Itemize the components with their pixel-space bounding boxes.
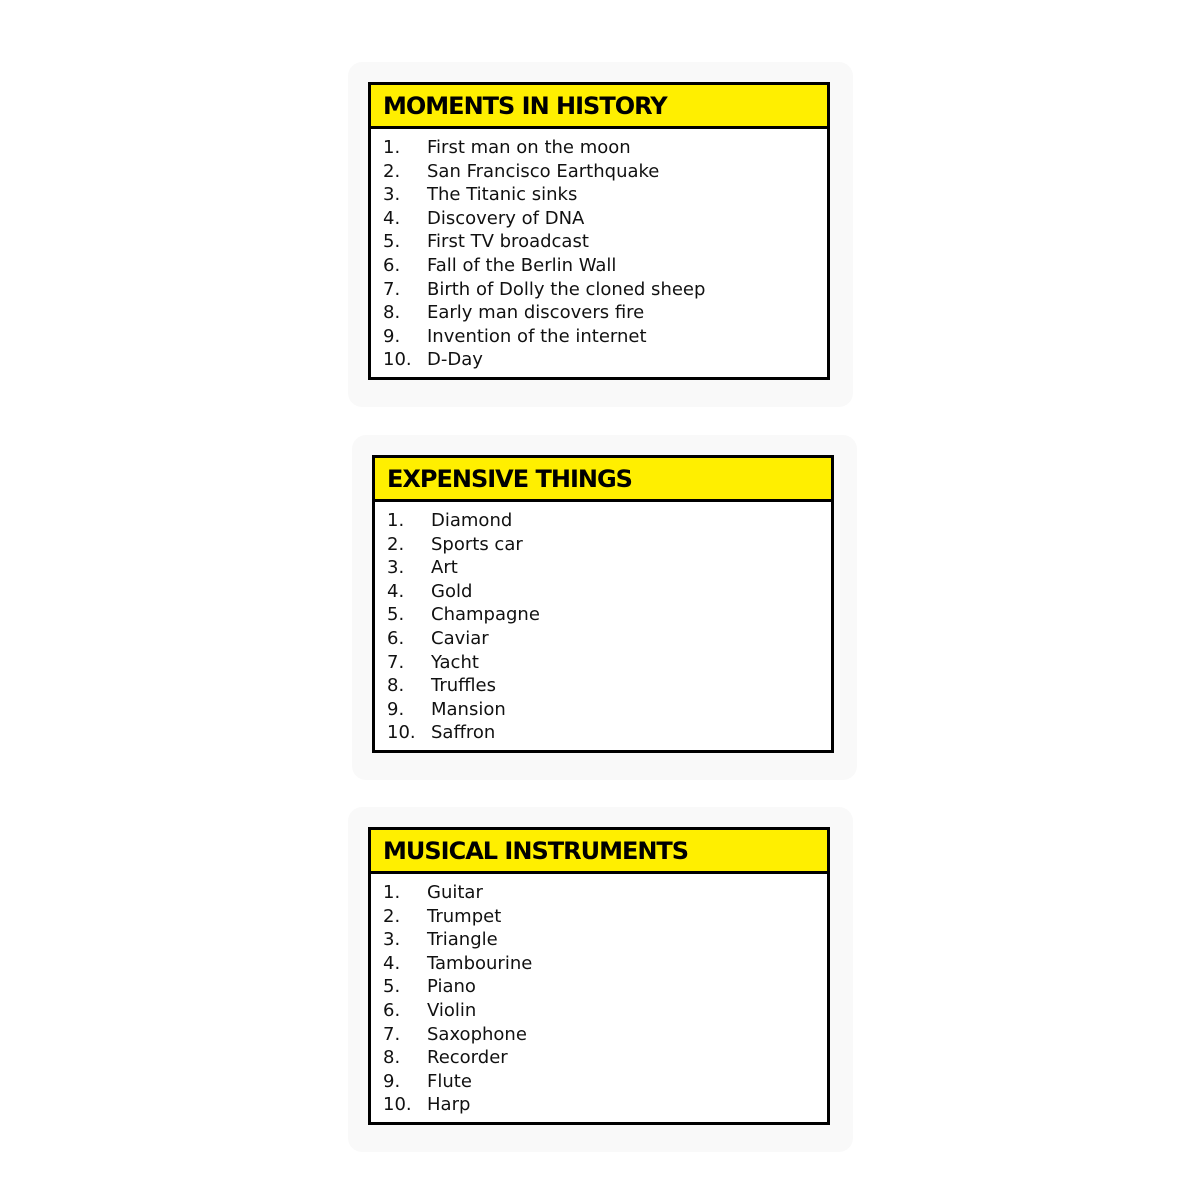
item-number: 5. [387,604,405,626]
item-number: 8. [387,675,405,697]
item-number: 10. [383,349,412,371]
list-item [383,301,827,325]
item-list [371,129,827,372]
item-text: Triangle [427,929,498,951]
list-item [383,325,827,349]
list-item [383,1023,827,1047]
list-item [383,207,827,231]
item-number: 9. [387,698,405,720]
item-text: Gold [431,580,473,602]
list-item [387,556,831,580]
item-number: 5. [383,231,401,253]
item-number: 7. [383,1023,401,1045]
item-text: Recorder [427,1047,508,1069]
item-text: Tambourine [427,952,533,974]
list-item [383,952,827,976]
card-musical-instruments [348,807,853,1152]
card-moments-in-history [348,62,853,407]
list-item [387,603,831,627]
item-number: 2. [383,160,401,182]
item-number: 3. [387,557,405,579]
card-header [371,85,827,129]
item-text: Early man discovers fire [427,302,645,324]
item-number: 10. [383,1094,412,1116]
list-item [383,136,827,160]
item-number: 4. [387,580,405,602]
list-item [387,627,831,651]
item-number: 4. [383,952,401,974]
item-text: Birth of Dolly the cloned sheep [427,278,706,300]
item-number: 2. [383,905,401,927]
item-number: 3. [383,184,401,206]
item-text: The Titanic sinks [427,184,578,206]
item-text: Truffles [431,675,497,697]
card-title: EXPENSIVE THINGS [387,464,632,493]
item-text: Yacht [431,651,479,673]
item-number: 9. [383,1070,401,1092]
card-title: MOMENTS IN HISTORY [383,91,667,120]
list-item [383,881,827,905]
item-text: Violin [427,999,477,1021]
item-text: San Francisco Earthquake [427,160,660,182]
item-list [375,502,831,745]
list-item [383,1046,827,1070]
item-number: 4. [383,207,401,229]
list-item [383,1070,827,1094]
item-number: 7. [383,278,401,300]
item-number: 6. [387,627,405,649]
item-number: 6. [383,999,401,1021]
item-text: Saxophone [427,1023,527,1045]
list-item [387,651,831,675]
item-number: 8. [383,1047,401,1069]
list-item [387,580,831,604]
list-item [383,905,827,929]
item-number: 10. [387,722,416,744]
list-item [383,999,827,1023]
list-item [387,674,831,698]
item-text: Flute [427,1070,472,1092]
list-item [383,278,827,302]
card-expensive-things [352,435,857,780]
list-item [383,975,827,999]
list-item [383,254,827,278]
list-item [383,183,827,207]
card-header [371,830,827,874]
item-text: Mansion [431,698,506,720]
item-text: First TV broadcast [427,231,589,253]
item-number: 8. [383,302,401,324]
item-text: First man on the moon [427,137,631,158]
list-item [387,533,831,557]
item-number: 5. [383,976,401,998]
card-title: MUSICAL INSTRUMENTS [383,836,689,865]
item-number: 1. [383,882,401,903]
list-item [383,1093,827,1117]
item-number: 9. [383,325,401,347]
item-text: Discovery of DNA [427,207,585,229]
list-item [387,698,831,722]
item-number: 1. [387,510,405,531]
item-text: D-Day [427,349,483,371]
item-text: Art [431,557,458,579]
card-frame [368,82,830,380]
item-number: 1. [383,137,401,158]
item-text: Piano [427,976,476,998]
card-frame [368,827,830,1125]
item-number: 7. [387,651,405,673]
item-text: Caviar [431,627,489,649]
card-header [375,458,831,502]
list-item [383,348,827,372]
list-item [387,721,831,745]
list-item [387,509,831,533]
item-text: Trumpet [427,905,502,927]
item-text: Guitar [427,882,483,903]
item-text: Fall of the Berlin Wall [427,254,617,276]
item-text: Harp [427,1094,471,1116]
card-frame [372,455,834,753]
item-text: Saffron [431,722,496,744]
item-text: Champagne [431,604,540,626]
item-number: 3. [383,929,401,951]
item-number: 6. [383,254,401,276]
item-number: 2. [387,533,405,555]
list-item [383,160,827,184]
item-text: Invention of the internet [427,325,647,347]
item-text: Diamond [431,510,513,531]
list-item [383,928,827,952]
item-text: Sports car [431,533,523,555]
list-item [383,230,827,254]
item-list [371,874,827,1117]
